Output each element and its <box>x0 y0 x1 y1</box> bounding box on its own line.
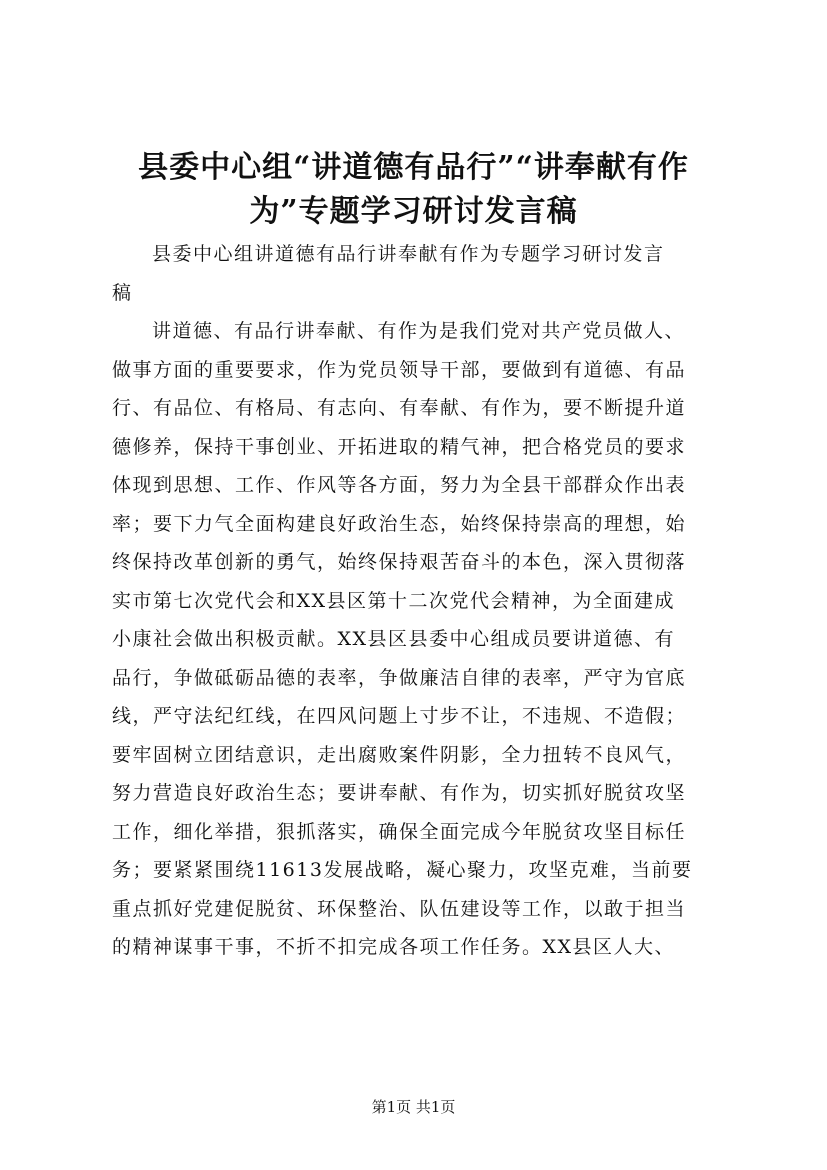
paragraph-line: 重点抓好党建促脱贫、环保整治、队伍建设等工作，以敢于担当 <box>112 897 687 920</box>
paragraph-line: 务；要紧紧围绕11613发展战略，凝心聚力，攻坚克难，当前要 <box>112 859 693 881</box>
paragraph-line: 实市第七次党代会和XX县区第十二次党代会精神，为全面建成 <box>112 589 676 612</box>
paragraph-line: 努力营造良好政治生态；要讲奉献、有作为，切实抓好脱贫攻坚 <box>112 782 687 804</box>
paragraph-line: 小康社会做出积极贡献。XX县区县委中心组成员要讲道德、有 <box>112 628 676 650</box>
subtitle-line: 县委中心组讲道德有品行讲奉献有作为专题学习研讨发言 <box>152 243 665 265</box>
subtitle-line: 稿 <box>112 281 133 304</box>
document-title-line-2: 为”专题学习研讨发言稿 <box>249 194 578 229</box>
page-footer: 第1页 共1页 <box>371 1098 456 1116</box>
paragraph-line: 率；要下力气全面构建良好政治生态，始终保持崇高的理想，始 <box>112 512 687 535</box>
paragraph-line: 行、有品位、有格局、有志向、有奉献、有作为，要不断提升道 <box>112 397 687 419</box>
paragraph-line: 要牢固树立团结意识，走出腐败案件阴影，全力扭转不良风气， <box>112 743 687 766</box>
paragraph-line: 的精神谋事干事，不折不扣完成各项工作任务。XX县区人大、 <box>112 936 676 958</box>
document-body <box>112 235 722 967</box>
paragraph-line: 品行，争做砥砺品德的表率，争做廉洁自律的表率，严守为官底 <box>112 666 687 689</box>
paragraph-line: 体现到思想、工作、作风等各方面，努力为全县干部群众作出表 <box>112 474 687 496</box>
paragraph-line: 做事方面的重要要求，作为党员领导干部，要做到有道德、有品 <box>112 358 687 381</box>
paragraph-line: 讲道德、有品行讲奉献、有作为是我们党对共产党员做人、 <box>152 320 686 342</box>
paragraph-line: 工作，细化举措，狠抓落实，确保全面完成今年脱贫攻坚目标任 <box>112 820 687 843</box>
paragraph-line: 线，严守法纪红线，在四风问题上寸步不让，不违规、不造假； <box>112 705 687 727</box>
paragraph-line: 德修养，保持干事创业、开拓进取的精气神，把合格党员的要求 <box>112 435 687 458</box>
paragraph-line: 终保持改革创新的勇气，始终保持艰苦奋斗的本色，深入贯彻落 <box>112 551 687 573</box>
document-title-line-1: 县委中心组“讲道德有品行”“讲奉献有作 <box>138 150 689 185</box>
